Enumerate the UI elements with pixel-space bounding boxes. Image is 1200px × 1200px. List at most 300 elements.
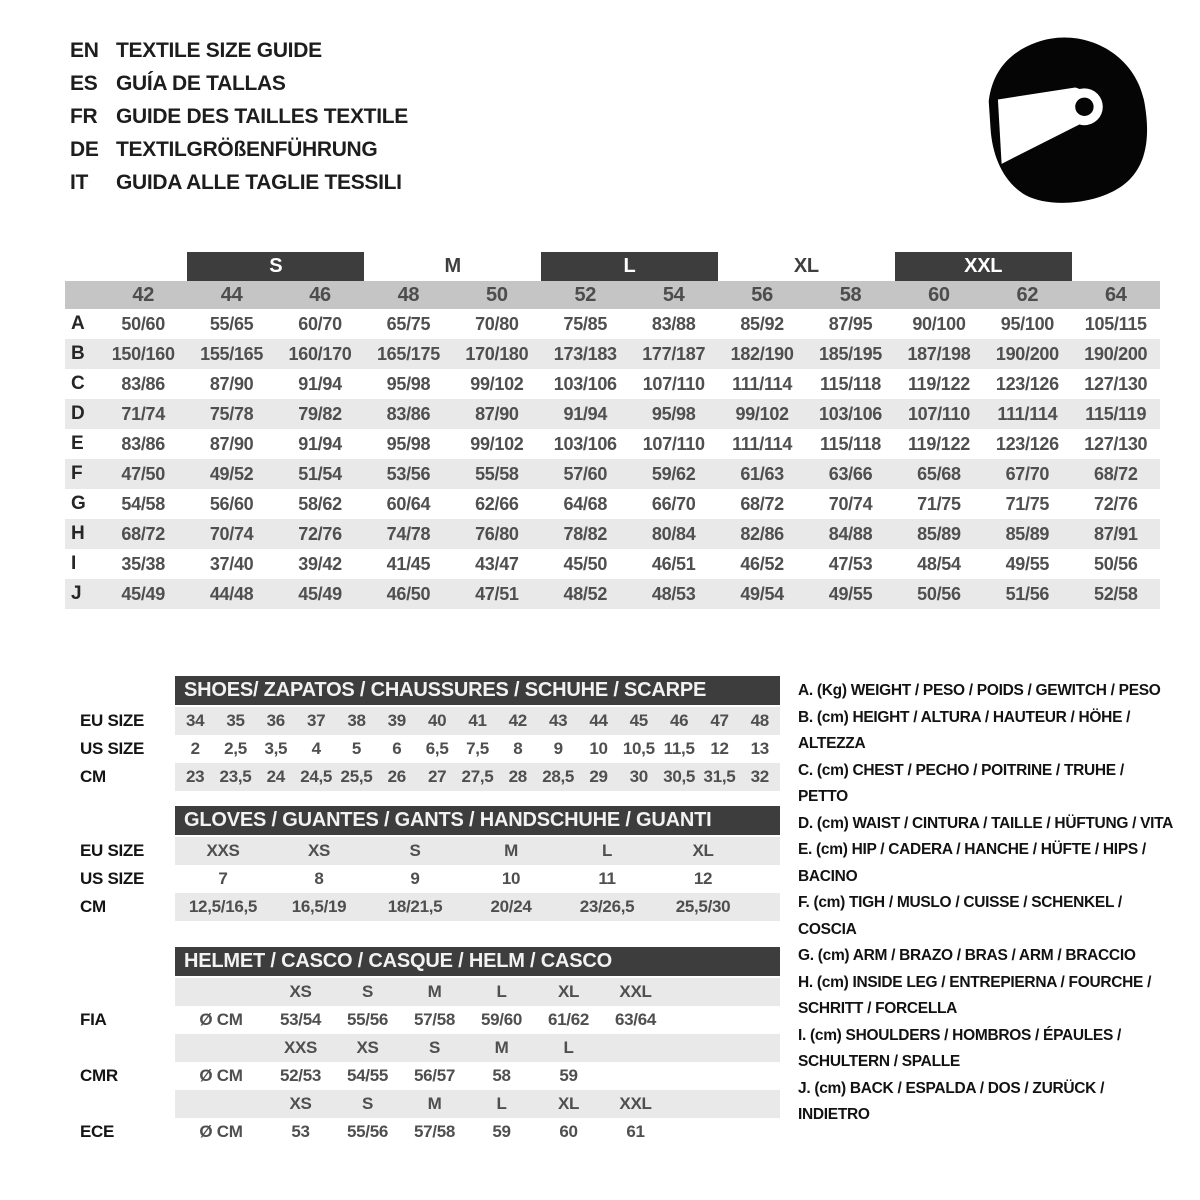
size-value: 28 (508, 767, 527, 786)
size-value: 170/180 (465, 343, 529, 364)
size-value: 87/90 (475, 403, 519, 424)
language-code: EN (70, 38, 99, 62)
size-value: 83/86 (386, 403, 431, 424)
size-column: 48 (397, 283, 420, 306)
size-value: 47/53 (828, 553, 873, 574)
size-value: 12 (693, 869, 713, 888)
size-value: 68/72 (121, 523, 165, 544)
size-value: 107/110 (642, 373, 705, 394)
size-value: 11,5 (663, 739, 695, 758)
diameter-unit-label: Ø CM (199, 1066, 243, 1085)
size-value: 64/68 (563, 493, 608, 514)
language-item (70, 133, 408, 166)
row-label: CMR (80, 1066, 118, 1085)
row-label: EU SIZE (80, 711, 145, 730)
size-column: L (496, 982, 507, 1001)
size-value: 63/66 (828, 463, 873, 484)
row-letter: J (71, 583, 82, 604)
size-value: 53/56 (386, 463, 431, 484)
size-value: 95/98 (386, 433, 431, 454)
language-code: IT (70, 170, 89, 194)
size-value: 7 (218, 869, 228, 888)
size-value: 52/53 (279, 1066, 322, 1085)
size-value: 115/119 (1085, 403, 1147, 424)
size-value: 10,5 (622, 739, 655, 758)
size-group-l: L (541, 252, 718, 281)
size-value: 173/183 (553, 343, 617, 364)
size-value: 58 (492, 1066, 511, 1085)
size-value: 45/49 (121, 583, 165, 604)
size-column: 46 (309, 283, 331, 306)
size-value: 2,5 (224, 739, 247, 758)
legend-item: I. (cm) SHOULDERS / HOMBROS / ÉPAULES / SCHULTERN / SPALLE (798, 1026, 1122, 1070)
size-value: 115/118 (820, 373, 882, 394)
shoes-size-table (65, 676, 780, 791)
language-item (70, 100, 408, 133)
size-value: 72/76 (298, 523, 342, 544)
measure-row-f (65, 459, 1160, 489)
size-value: 48/53 (651, 583, 696, 604)
size-value: 91/94 (298, 433, 342, 454)
size-column: XS (356, 1038, 379, 1057)
size-value: 43 (549, 711, 568, 730)
size-column: XL (557, 982, 580, 1001)
size-value: 35 (226, 711, 245, 730)
size-value: 39/42 (298, 553, 342, 574)
size-value: 71/75 (1005, 493, 1050, 514)
size-value: 47/51 (475, 583, 519, 604)
size-value: 54/55 (346, 1066, 389, 1085)
diameter-unit-label: Ø CM (199, 1010, 243, 1029)
size-value: 59/62 (651, 463, 696, 484)
size-value: 4 (311, 739, 321, 758)
size-value: 65/68 (917, 463, 961, 484)
measure-row-c (65, 369, 1160, 399)
size-value: 2 (190, 739, 200, 758)
size-column: 60 (928, 283, 950, 306)
size-value: 83/86 (121, 373, 165, 394)
size-value: 46/51 (651, 553, 696, 574)
size-value: 11 (598, 869, 616, 888)
row-letter: H (71, 523, 85, 544)
size-value: 80/84 (651, 523, 696, 544)
table-row (65, 707, 780, 735)
size-value: 62/66 (475, 493, 519, 514)
row-letter: E (71, 433, 84, 454)
size-column: 64 (1104, 283, 1127, 306)
racing-helmet-icon (970, 24, 1162, 208)
size-group-xxl: XXL (895, 252, 1072, 281)
size-value: 185/195 (819, 343, 883, 364)
size-value: 30 (629, 767, 648, 786)
helmet-size-header-row (65, 1090, 780, 1118)
size-value: XXS (206, 841, 240, 860)
size-value: 66/70 (651, 493, 696, 514)
row-label (65, 1090, 175, 1118)
language-label: TEXTILE SIZE GUIDE (116, 38, 322, 62)
size-value: 105/115 (1084, 313, 1147, 334)
size-group-s: S (187, 252, 364, 281)
size-column: S (361, 1094, 374, 1113)
size-value: 24,5 (300, 767, 333, 786)
size-value: 150/160 (111, 343, 175, 364)
legend-item: G. (cm) ARM / BRAZO / BRAS / ARM / BRACCIO (798, 947, 1136, 964)
size-value: 57/60 (563, 463, 608, 484)
size-value: 41 (468, 711, 487, 730)
size-value: 70/74 (828, 493, 873, 514)
size-column: 58 (839, 283, 862, 306)
legend-item: H. (cm) INSIDE LEG / ENTREPIERNA / FOURCHE / SCHRITT / FORCELLA (798, 973, 1152, 1017)
size-value: 87/95 (828, 313, 873, 334)
size-value: 87/90 (209, 433, 254, 454)
size-column: 56 (751, 283, 773, 306)
size-group-xl: XL (793, 255, 819, 277)
language-code: FR (70, 104, 98, 128)
size-value: 182/190 (730, 343, 794, 364)
size-value: 60/64 (386, 493, 431, 514)
size-column: 52 (574, 283, 597, 306)
measure-row-a (65, 309, 1160, 339)
size-column: M (427, 1094, 442, 1113)
language-label: GUIDE DES TAILLES TEXTILE (116, 104, 408, 128)
size-value: 111/114 (997, 403, 1058, 424)
size-value: 45 (629, 711, 648, 730)
size-value: 30,5 (663, 767, 696, 786)
size-value: 155/165 (200, 343, 264, 364)
size-value: 71/74 (121, 403, 165, 424)
size-column-row (65, 281, 1160, 309)
size-column: 54 (662, 283, 685, 306)
legend-item: C. (cm) CHEST / PECHO / POITRINE / TRUHE / PETTO (798, 761, 1124, 805)
size-column: 50 (486, 283, 508, 306)
language-label: GUIDA ALLE TAGLIE TESSILI (116, 170, 402, 194)
row-letter: C (71, 373, 85, 394)
helmet-size-table (65, 947, 780, 1146)
language-code: DE (70, 137, 99, 161)
size-value: 103/106 (819, 403, 883, 424)
size-value: 48/52 (563, 583, 608, 604)
size-value: 68/72 (740, 493, 784, 514)
size-value: 9 (410, 869, 420, 888)
language-item (70, 67, 408, 100)
size-value: 187/198 (907, 343, 971, 364)
size-value: 59/60 (480, 1010, 523, 1029)
size-value: 84/88 (828, 523, 873, 544)
size-value: 72/76 (1094, 493, 1138, 514)
size-value: 70/80 (475, 313, 519, 334)
size-value: 61/62 (547, 1010, 590, 1029)
size-value: 26 (387, 767, 406, 786)
size-value: 55/65 (209, 313, 254, 334)
size-value: 70/74 (209, 523, 254, 544)
size-value: 43/47 (475, 553, 519, 574)
size-value: 6,5 (425, 739, 449, 758)
size-value: 83/88 (651, 313, 696, 334)
row-label (65, 947, 175, 978)
size-value: 74/78 (386, 523, 431, 544)
measure-row-d (65, 399, 1160, 429)
size-value: 27,5 (461, 767, 494, 786)
size-value: 34 (186, 711, 205, 730)
size-value: 32 (750, 767, 769, 786)
measure-row-h (65, 519, 1160, 549)
size-column: 42 (132, 283, 155, 306)
size-value: 119/122 (907, 433, 970, 454)
size-column: XXL (619, 1094, 652, 1113)
size-value: 71/75 (917, 493, 961, 514)
size-value: 83/86 (121, 433, 165, 454)
language-list (70, 34, 408, 199)
size-value: 85/89 (917, 523, 961, 544)
textile-size-table (65, 252, 1160, 609)
size-value: 12,5/16,5 (188, 897, 258, 916)
size-value: 56/60 (209, 493, 254, 514)
size-value: 67/70 (1005, 463, 1050, 484)
size-group-m: M (444, 255, 461, 277)
helmet-size-header-row (65, 978, 780, 1006)
size-value: 119/122 (907, 373, 970, 394)
size-column: 62 (1016, 283, 1039, 306)
language-item (70, 166, 408, 199)
size-value: 37/40 (209, 553, 254, 574)
size-value: 48 (750, 711, 769, 730)
size-value: 27 (428, 767, 447, 786)
size-value: 91/94 (563, 403, 608, 424)
size-value: 57/58 (413, 1122, 456, 1141)
size-value: 3,5 (264, 739, 288, 758)
size-value: 190/200 (995, 343, 1059, 364)
size-value: 123/126 (995, 433, 1059, 454)
size-column: L (496, 1094, 507, 1113)
size-value: 127/130 (1084, 433, 1148, 454)
size-group-row (65, 252, 1160, 281)
size-value: 82/86 (740, 523, 784, 544)
size-value: 190/200 (1084, 343, 1148, 364)
size-value: 53/54 (279, 1010, 322, 1029)
size-value: 123/126 (995, 373, 1059, 394)
size-value: 8 (314, 869, 324, 888)
legend-item: E. (cm) HIP / CADERA / HANCHE / HÜFTE / HIPS / BACINO (798, 841, 1146, 885)
size-value: 51/56 (1005, 583, 1050, 604)
size-value: 95/98 (386, 373, 431, 394)
legend-item: F. (cm) TIGH / MUSLO / CUISSE / SCHENKEL / COSCIA (798, 894, 1122, 938)
size-value: 50/56 (917, 583, 961, 604)
size-value: 49/52 (209, 463, 254, 484)
size-value: 47 (710, 711, 729, 730)
row-label: US SIZE (80, 869, 145, 888)
size-column: XL (557, 1094, 580, 1113)
size-value: 31,5 (703, 767, 736, 786)
size-value: 165/175 (376, 343, 440, 364)
size-value: 23/26,5 (579, 897, 635, 916)
size-value: 16,5/19 (291, 897, 347, 916)
helmet-table-title: HELMET / CASCO / CASQUE / HELM / CASCO (175, 947, 780, 976)
size-value: 18/21,5 (387, 897, 443, 916)
size-value: 23 (186, 767, 205, 786)
size-value: 49/55 (828, 583, 873, 604)
size-value: 107/110 (907, 403, 970, 424)
size-value: 25,5 (340, 767, 373, 786)
measure-row-i (65, 549, 1160, 579)
size-value: 95/100 (1000, 313, 1054, 334)
size-value: 36 (266, 711, 285, 730)
table-row (65, 1006, 780, 1034)
size-value: 37 (307, 711, 326, 730)
legend-item: A. (Kg) WEIGHT / PESO / POIDS / GEWITCH / PESO (798, 682, 1161, 699)
size-value: 6 (392, 739, 402, 758)
row-letter: F (71, 463, 83, 484)
size-value: 61/63 (740, 463, 784, 484)
size-value: 49/55 (1005, 553, 1050, 574)
helmet-size-header-row (65, 1034, 780, 1062)
language-label: GUÍA DE TALLAS (116, 71, 286, 95)
size-value: 60/70 (298, 313, 342, 334)
size-value: 45/49 (298, 583, 342, 604)
row-letter: G (71, 493, 86, 514)
size-value: 42 (508, 711, 527, 730)
size-value: 56/57 (413, 1066, 456, 1085)
size-value: 65/75 (386, 313, 431, 334)
row-label (65, 1034, 175, 1062)
table-row (65, 1118, 780, 1146)
size-value: 95/98 (651, 403, 696, 424)
size-value: 61 (626, 1122, 645, 1141)
gloves-size-table (65, 806, 780, 921)
size-value: 68/72 (1094, 463, 1138, 484)
measure-row-e (65, 429, 1160, 459)
measure-row-j (65, 579, 1160, 609)
size-value: 90/100 (912, 313, 966, 334)
size-value: 35/38 (121, 553, 165, 574)
size-value: 9 (553, 739, 563, 758)
size-column: XXS (283, 1038, 318, 1057)
row-label: CM (80, 897, 106, 916)
size-value: 46 (670, 711, 689, 730)
size-value: 41/45 (386, 553, 431, 574)
size-value: 76/80 (475, 523, 519, 544)
row-label (65, 978, 175, 1006)
size-value: 24 (266, 767, 285, 786)
size-value: 111/114 (732, 373, 793, 394)
row-label: EU SIZE (80, 841, 145, 860)
size-value: 127/130 (1084, 373, 1148, 394)
legend-item: J. (cm) BACK / ESPALDA / DOS / ZURÜCK / INDIETRO (798, 1079, 1105, 1123)
size-value: 38 (347, 711, 366, 730)
size-value: XL (692, 841, 714, 860)
language-code: ES (70, 71, 98, 95)
size-value: 60 (559, 1122, 578, 1141)
size-value: 87/90 (209, 373, 254, 394)
gloves-table-title: GLOVES / GUANTES / GANTS / HANDSCHUHE / GUANTI (175, 806, 780, 835)
size-value: 5 (351, 739, 362, 758)
size-value: XS (307, 841, 331, 860)
size-value: 44 (589, 711, 608, 730)
size-value: 55/58 (475, 463, 519, 484)
legend-item: B. (cm) HEIGHT / ALTURA / HAUTEUR / HÖHE / ALTEZZA (798, 708, 1131, 752)
size-value: 107/110 (642, 433, 705, 454)
size-value: 177/187 (642, 343, 706, 364)
size-value: 99/102 (735, 403, 789, 424)
size-value: 103/106 (553, 373, 617, 394)
size-value: 48/54 (917, 553, 961, 574)
size-value: 57/58 (413, 1010, 456, 1029)
size-value: 78/82 (563, 523, 608, 544)
size-column: M (494, 1038, 509, 1057)
size-value: 10 (501, 869, 521, 888)
row-label: US SIZE (80, 739, 145, 758)
row-label: FIA (80, 1010, 107, 1029)
language-label: TEXTILGRÖßENFÜHRUNG (116, 137, 378, 161)
measure-row-g (65, 489, 1160, 519)
size-value: 55/56 (346, 1122, 389, 1141)
row-label: ECE (80, 1122, 115, 1141)
size-value: 63/64 (614, 1010, 657, 1029)
size-column: S (428, 1038, 441, 1057)
table-row (65, 763, 780, 791)
table-row (65, 865, 780, 893)
row-letter: A (71, 313, 85, 334)
table-row (65, 893, 780, 921)
size-value: 115/118 (820, 433, 882, 454)
row-letter: B (71, 343, 85, 364)
size-value: 75/78 (209, 403, 254, 424)
size-value: 40 (428, 711, 447, 730)
table-row (65, 1062, 780, 1090)
size-value: 51/54 (298, 463, 342, 484)
size-value: 59 (559, 1066, 578, 1085)
size-column: XXL (619, 982, 652, 1001)
size-value: 85/89 (1005, 523, 1050, 544)
size-value: M (504, 841, 518, 860)
shoes-table-title: SHOES/ ZAPATOS / CHAUSSURES / SCHUHE / SCARPE (175, 676, 780, 705)
size-value: 54/58 (121, 493, 165, 514)
size-value: 49/54 (740, 583, 784, 604)
size-value: 45/50 (563, 553, 608, 574)
size-value: 50/56 (1094, 553, 1138, 574)
size-value: 20/24 (490, 897, 532, 916)
size-value: 91/94 (298, 373, 342, 394)
size-value: 75/85 (563, 313, 608, 334)
size-column: S (361, 982, 374, 1001)
size-value: 55/56 (346, 1010, 389, 1029)
size-column: XS (289, 982, 312, 1001)
size-value: 47/50 (121, 463, 165, 484)
size-value: 46/52 (740, 553, 784, 574)
size-column: 44 (220, 283, 243, 306)
size-value: 79/82 (298, 403, 342, 424)
legend-item: D. (cm) WAIST / CINTURA / TAILLE / HÜFTUNG / VITA (798, 814, 1174, 832)
size-value: 50/60 (121, 313, 165, 334)
size-value: 85/92 (740, 313, 784, 334)
size-value: S (409, 841, 421, 860)
size-value: L (601, 841, 613, 860)
size-value: 99/102 (470, 433, 524, 454)
size-value: 58/62 (298, 493, 342, 514)
size-value: 103/106 (553, 433, 617, 454)
size-value: 23,5 (219, 767, 252, 786)
size-value: 87/91 (1094, 523, 1138, 544)
size-column: XS (289, 1094, 312, 1113)
row-label (65, 676, 175, 707)
table-row (65, 837, 780, 865)
size-value: 10 (589, 739, 608, 758)
size-value: 46/50 (386, 583, 431, 604)
table-row (65, 735, 780, 763)
size-value: 12 (710, 739, 729, 758)
row-letter: I (71, 553, 76, 574)
size-value: 99/102 (470, 373, 524, 394)
size-value: 44/48 (209, 583, 254, 604)
